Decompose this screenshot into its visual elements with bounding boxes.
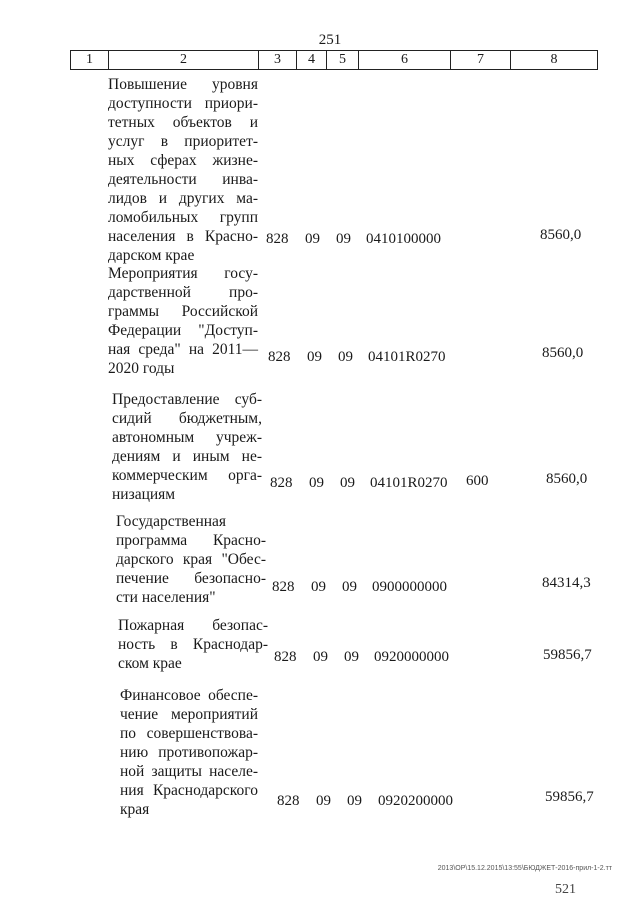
csr-code: 04101R0270 bbox=[368, 349, 446, 365]
csr-code: 0900000000 bbox=[372, 579, 447, 595]
pr-code: 09 bbox=[340, 475, 355, 491]
pr-code: 09 bbox=[338, 349, 353, 365]
sum-value: 8560,0 bbox=[542, 345, 584, 361]
row-description: Государственная программа Красно- дарского края "Обес- печение безопасно- сти населения" bbox=[116, 513, 266, 606]
sum-value: 84314,3 bbox=[542, 575, 591, 591]
pr-code: 09 bbox=[347, 793, 362, 809]
sum-value: 8560,0 bbox=[546, 471, 588, 487]
header-col-4: 4 bbox=[297, 51, 327, 69]
ved-code: 828 bbox=[274, 649, 297, 665]
rz-code: 09 bbox=[313, 649, 328, 665]
header-col-1: 1 bbox=[71, 51, 109, 69]
sum-value: 59856,7 bbox=[543, 647, 592, 663]
rz-code: 09 bbox=[316, 793, 331, 809]
rz-code: 09 bbox=[307, 349, 322, 365]
header-col-8: 8 bbox=[550, 52, 558, 67]
ved-code: 828 bbox=[270, 475, 293, 491]
header-col-6: 6 bbox=[359, 51, 451, 69]
header-col-7: 7 bbox=[451, 51, 511, 69]
pr-code: 09 bbox=[342, 579, 357, 595]
ved-code: 828 bbox=[266, 231, 289, 247]
sheet-number: 521 bbox=[555, 882, 576, 897]
pr-code: 09 bbox=[336, 231, 351, 247]
ved-code: 828 bbox=[272, 579, 295, 595]
row-description: Финансовое обеспе- чение мероприятий по совершенствова- нию противопожар- ной защиты населе- ния Краснодарского края bbox=[120, 687, 258, 818]
row-description: Мероприятия госу- дарственной про- граммы Российской Федерации "Доступ- ная среда" на 2011— 2020 годы bbox=[108, 265, 258, 377]
rz-code: 09 bbox=[311, 579, 326, 595]
rz-code: 09 bbox=[305, 231, 320, 247]
table-header bbox=[70, 50, 598, 70]
header-col-5: 5 bbox=[327, 51, 359, 69]
footer-file-path: 2013\ОР\15.12.2015\13:55\БЮДЖЕТ-2016-прил-1-2.тт bbox=[437, 865, 612, 872]
row-description: Пожарная безопас- ность в Краснодар- ском крае bbox=[118, 617, 268, 672]
ved-code: 828 bbox=[268, 349, 291, 365]
row-description: Повышение уровня доступности приори- тетных объектов и услуг в приоритет- ных сферах жизне- деятельности инва- лидов и других ма- ломобильных групп населения в Красно- дарском крае bbox=[108, 76, 258, 264]
header-col-3: 3 bbox=[259, 51, 297, 69]
pr-code: 09 bbox=[344, 649, 359, 665]
row-description: Предоставление суб- сидий бюджетным, автономным учреж- дениям и иным не- коммерческим орга- низациям bbox=[112, 391, 262, 503]
sum-value: 59856,7 bbox=[545, 789, 594, 805]
csr-code: 0410100000 bbox=[366, 231, 441, 247]
vr-code: 600 bbox=[466, 473, 489, 489]
csr-code: 04101R0270 bbox=[370, 475, 448, 491]
ved-code: 828 bbox=[277, 793, 300, 809]
page-number: 251 bbox=[318, 32, 342, 48]
csr-code: 0920000000 bbox=[374, 649, 449, 665]
csr-code: 0920200000 bbox=[378, 793, 453, 809]
rz-code: 09 bbox=[309, 475, 324, 491]
header-col-2: 2 bbox=[109, 51, 259, 69]
sum-value: 8560,0 bbox=[540, 227, 582, 243]
